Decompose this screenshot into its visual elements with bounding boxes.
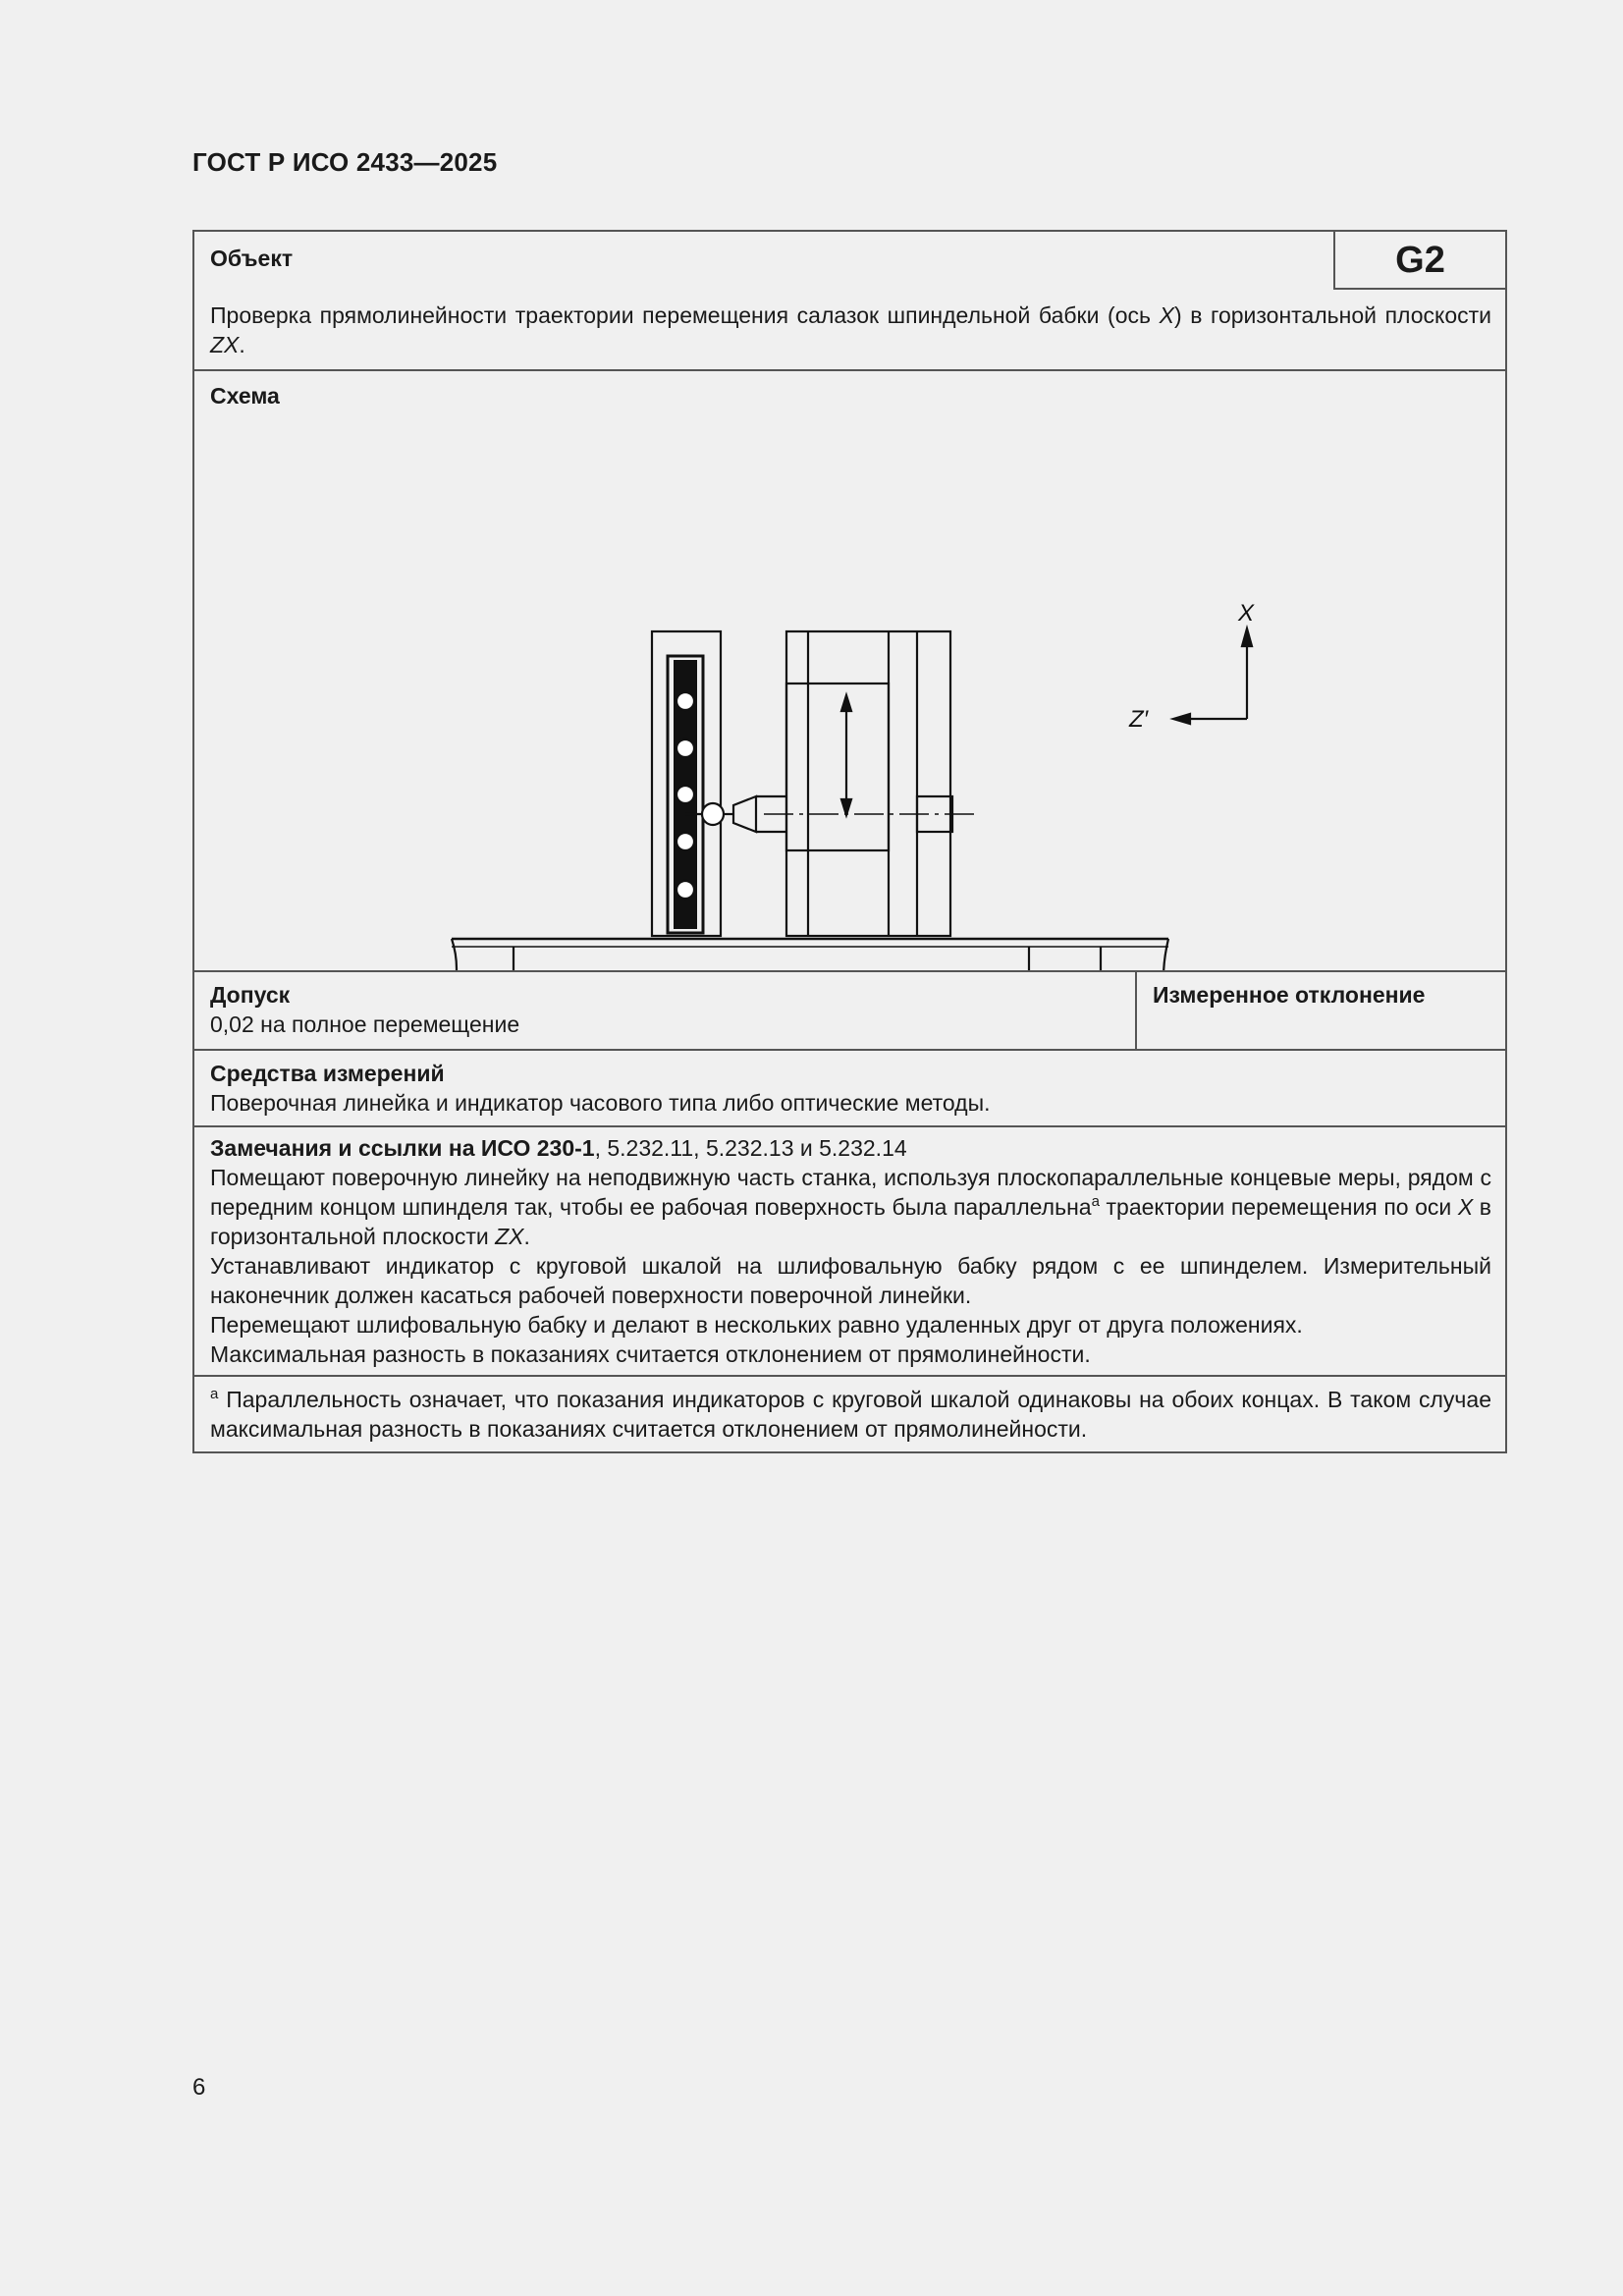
measured-deviation-label: Измеренное отклонение [1153, 982, 1426, 1008]
notes-heading: Замечания и ссылки на ИСО 230-1, 5.232.11, 5.232.13 и 5.232.14 [210, 1135, 907, 1161]
object-label: Объект [210, 246, 294, 271]
means-row [194, 1051, 1505, 1127]
indicator-body [733, 796, 756, 832]
scheme-row [194, 371, 1505, 972]
indicator-tip [702, 803, 724, 825]
object-row [194, 232, 1505, 371]
tolerance-cell [194, 972, 1137, 1049]
page-number: 6 [192, 2074, 206, 2101]
notes-paragraph-4: Максимальная разность в показаниях считается отклонением от прямолинейности. [210, 1341, 1091, 1367]
document-header: ГОСТ Р ИСО 2433—2025 [192, 147, 498, 177]
axis-x-label: X [1238, 600, 1255, 627]
means-label: Средства измерений [210, 1061, 445, 1086]
notes-paragraph-2: Устанавливают индикатор с круговой шкалой на шлифовальную бабку рядом с ее шпинделем. Измерительный наконечник должен касаться рабочей поверхности поверочной линейки. [210, 1253, 1491, 1308]
notes-paragraph-3: Перемещают шлифовальную бабку и делают в нескольких равно удаленных друг от друга положениях. [210, 1312, 1303, 1338]
object-description: Проверка прямолинейности траектории перемещения салазок шпиндельной бабки (ось X) в горизонтальной плоскости ZX. [210, 302, 1491, 357]
notes-row [194, 1127, 1505, 1377]
footnote-text: $^a$ Параллельность означает, что показания индикаторов с круговой шкалой одинаковы на обоих концах. В таком случае максимальная разность в показаниях считается отклонением от прямолинейности. [210, 1386, 1491, 1442]
scheme-label: Схема [210, 383, 280, 409]
grinding-head [786, 631, 950, 936]
test-card [192, 230, 1507, 1453]
tolerance-row [194, 972, 1505, 1051]
scheme-diagram [194, 371, 1505, 970]
notes-paragraph-1: Помещают поверочную линейку на неподвижную часть станка, используя плоскопараллельные концевые меры, рядом с передним концом шпинделя так, чтобы ее рабочая поверхность была параллельна$^a$ траектории перемещения по оси X в горизонтальной плоскости ZX. [210, 1165, 1491, 1249]
measured-deviation-cell [1137, 972, 1505, 1049]
means-text: Поверочная линейка и индикатор часового типа либо оптические методы. [210, 1090, 991, 1116]
footnote-row [194, 1377, 1505, 1451]
test-code: G2 [1333, 230, 1507, 290]
tolerance-value: 0,02 на полное перемещение [210, 1011, 520, 1037]
axis-z-label: Z′ [1129, 706, 1149, 733]
tolerance-label: Допуск [210, 982, 291, 1008]
